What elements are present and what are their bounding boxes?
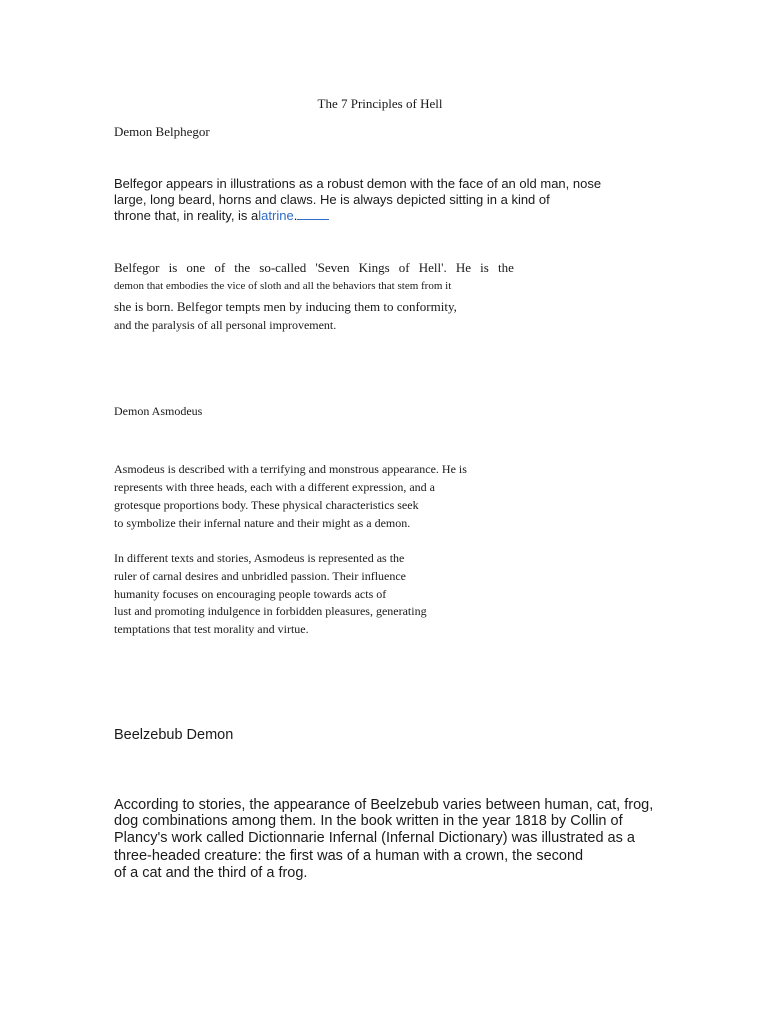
- beelzebub-para1-line: Plancy's work called Dictionnarie Infernal (Infernal Dictionary) was illustrated as a: [114, 830, 635, 846]
- justified-word: 'Seven: [315, 260, 350, 275]
- document-title: The 7 Principles of Hell: [317, 96, 443, 111]
- beelzebub-para1-line: dog combinations among them. In the book written in the year 1818 by Collin of: [114, 813, 623, 829]
- belphegor-para2-line1: [114, 260, 514, 276]
- justified-word: the: [234, 260, 251, 275]
- belphegor-para1-line3: [114, 208, 329, 223]
- asmodeus-para2-line: In different texts and stories, Asmodeus is represented as the: [114, 551, 405, 565]
- belphegor-para2-line2: demon that embodies the vice of sloth and all the behaviors that stem from it: [114, 280, 452, 292]
- asmodeus-para1-line: Asmodeus is described with a terrifying and monstrous appearance. He is: [114, 462, 467, 476]
- belphegor-para2-line4: and the paralysis of all personal improvement.: [114, 318, 337, 332]
- asmodeus-heading: Demon Asmodeus: [114, 404, 203, 418]
- asmodeus-para2-line: humanity focuses on encouraging people towards acts of: [114, 587, 387, 601]
- latrine-link[interactable]: latrine: [258, 208, 294, 223]
- justified-word: one: [186, 260, 206, 275]
- justified-word: He: [455, 260, 472, 275]
- belphegor-para1-line3-prefix: throne that, in reality, is a: [114, 208, 259, 223]
- justified-word: Hell'.: [418, 260, 447, 275]
- belphegor-para2-line3: she is born. Belfegor tempts men by inducing them to conformity,: [114, 299, 457, 314]
- beelzebub-para1-line: According to stories, the appearance of Beelzebub varies between human, cat, frog,: [114, 797, 654, 813]
- justified-word: is: [480, 260, 489, 275]
- belphegor-para1-line1: Belfegor appears in illustrations as a robust demon with the face of an old man, nose: [114, 176, 602, 191]
- asmodeus-para1-line: to symbolize their infernal nature and their might as a demon.: [114, 516, 411, 530]
- justified-word: of: [214, 260, 226, 275]
- justified-word: the: [497, 260, 514, 275]
- link-underline-decoration: [297, 208, 329, 220]
- belphegor-para1-line2: large, long beard, horns and claws. He is always depicted sitting in a kind of: [114, 192, 550, 207]
- beelzebub-para1-line: of a cat and the third of a frog.: [114, 865, 308, 881]
- justified-word: so-called: [259, 260, 307, 275]
- justified-word: Kings: [358, 260, 390, 275]
- beelzebub-para1-line: three-headed creature: the first was of a human with a crown, the second: [114, 848, 584, 864]
- justified-word: of: [398, 260, 410, 275]
- belphegor-heading: Demon Belphegor: [114, 124, 210, 139]
- asmodeus-para1-line: grotesque proportions body. These physical characteristics seek: [114, 498, 419, 512]
- asmodeus-para2-line: temptations that test morality and virtue.: [114, 622, 309, 636]
- beelzebub-heading: Beelzebub Demon: [114, 727, 234, 743]
- belphegor-para1-line3-suffix: .: [293, 208, 298, 223]
- justified-word: is: [168, 260, 178, 275]
- asmodeus-para1-line: represents with three heads, each with a different expression, and a: [114, 480, 435, 494]
- justified-word: Belfegor: [114, 260, 160, 275]
- asmodeus-para2-line: lust and promoting indulgence in forbidden pleasures, generating: [114, 604, 427, 618]
- asmodeus-para2-line: ruler of carnal desires and unbridled passion. Their influence: [114, 569, 407, 583]
